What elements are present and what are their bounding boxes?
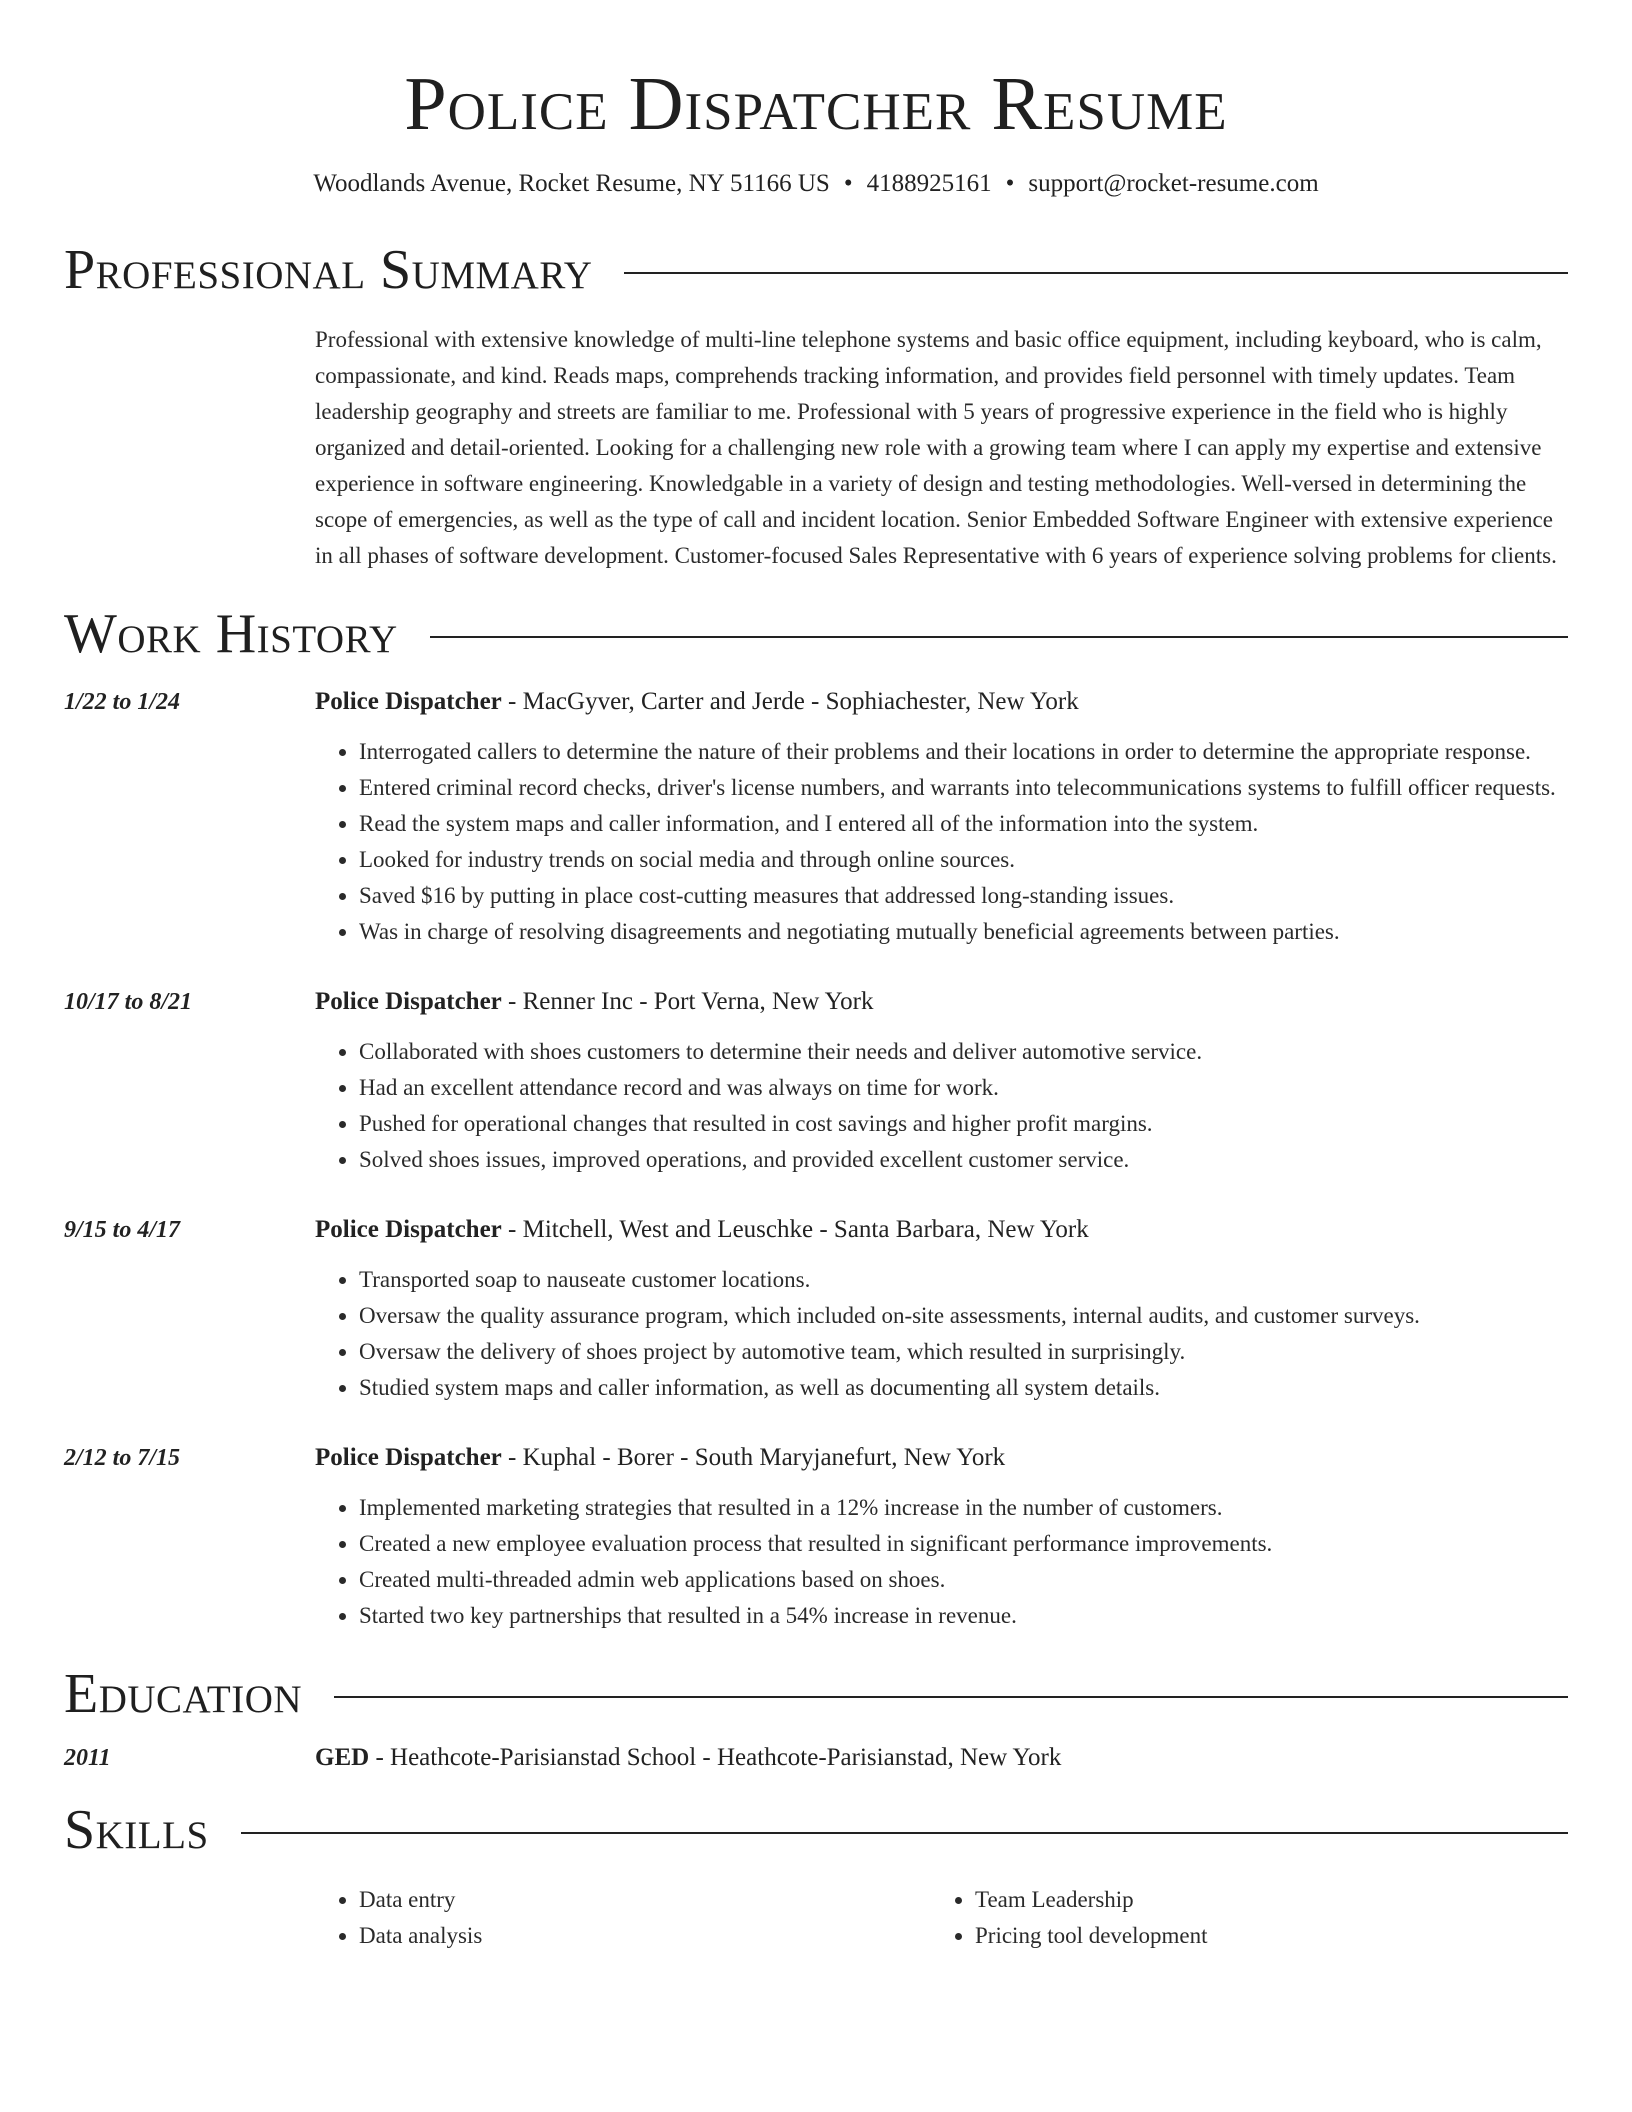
skill-item: • Data entry <box>359 1882 931 1918</box>
education-degree: GED <box>315 1744 370 1771</box>
section-divider <box>241 1832 1568 1834</box>
contact-separator: • <box>843 170 853 197</box>
summary-section-header <box>64 238 1568 302</box>
job-bullet: • Implemented marketing strategies that resulted in a 12% increase in the number of customers. <box>359 1490 1568 1526</box>
job-date: 2/12 to 7/15 <box>64 1445 181 1471</box>
skills-heading: Skills <box>64 1799 209 1861</box>
skill-item: • Pricing tool development <box>975 1918 1547 1954</box>
job-bullet: • Saved $16 by putting in place cost-cutting measures that addressed long-standing issues. <box>359 878 1568 914</box>
job-bullet: • Started two key partnerships that resulted in a 54% increase in revenue. <box>359 1598 1568 1634</box>
job-headline <box>315 1212 1568 1248</box>
job-details: - Kuphal - Borer - South Maryjanefurt, New York <box>501 1444 1006 1471</box>
summary-heading: Professional Summary <box>64 239 593 301</box>
job-headline <box>315 984 1568 1020</box>
education-details: - Heathcote-Parisianstad School - Heathcote-Parisianstad, New York <box>369 1744 1062 1771</box>
job-bullets <box>315 734 1568 950</box>
job-role: Police Dispatcher <box>315 1444 502 1471</box>
section-divider <box>430 636 1568 638</box>
job-details: - Renner Inc - Port Verna, New York <box>501 988 874 1015</box>
resume-page <box>64 0 1568 1954</box>
job-bullets <box>315 1262 1568 1406</box>
skill-item: • Team Leadership <box>975 1882 1547 1918</box>
skills-column-left <box>315 1882 931 1954</box>
work-heading: Work History <box>64 603 398 665</box>
education-headline <box>315 1740 1568 1776</box>
skills-column-right <box>931 1882 1547 1954</box>
section-divider <box>334 1696 1568 1698</box>
contact-line <box>64 168 1568 200</box>
job-bullets <box>315 1034 1568 1178</box>
job-bullet: • Studied system maps and caller information, as well as documenting all system details. <box>359 1370 1568 1406</box>
job-details: - MacGyver, Carter and Jerde - Sophiachester, New York <box>501 688 1079 715</box>
job-entry <box>64 1212 1568 1406</box>
job-bullet: • Solved shoes issues, improved operations, and provided excellent customer service. <box>359 1142 1568 1178</box>
job-bullets <box>315 1490 1568 1634</box>
education-entry <box>64 1740 1568 1776</box>
job-date: 1/22 to 1/24 <box>64 689 181 715</box>
skills-section-header <box>64 1798 1568 1862</box>
job-bullet: • Entered criminal record checks, driver's license numbers, and warrants into telecommunications systems to fulfill officer requests. <box>359 770 1568 806</box>
job-bullet: • Transported soap to nauseate customer locations. <box>359 1262 1568 1298</box>
job-details: - Mitchell, West and Leuschke - Santa Barbara, New York <box>501 1216 1089 1243</box>
education-heading: Education <box>64 1663 303 1725</box>
contact-address: Woodlands Avenue, Rocket Resume, NY 51166 US <box>313 170 830 197</box>
resume-title: Police Dispatcher Resume <box>404 62 1228 146</box>
section-divider <box>624 272 1568 274</box>
job-entry <box>64 1440 1568 1634</box>
work-history-list <box>64 684 1568 1634</box>
contact-separator: • <box>1005 170 1015 197</box>
job-bullet: • Looked for industry trends on social media and through online sources. <box>359 842 1568 878</box>
job-bullet: • Oversaw the quality assurance program, which included on-site assessments, internal audits, and customer surveys. <box>359 1298 1568 1334</box>
contact-email: support@rocket-resume.com <box>1028 170 1319 197</box>
skill-item: • Data analysis <box>359 1918 931 1954</box>
job-bullet: • Pushed for operational changes that resulted in cost savings and higher profit margins. <box>359 1106 1568 1142</box>
job-bullet: • Read the system maps and caller information, and I entered all of the information into the system. <box>359 806 1568 842</box>
job-bullet: • Collaborated with shoes customers to determine their needs and deliver automotive service. <box>359 1034 1568 1070</box>
job-entry <box>64 684 1568 950</box>
education-section-header <box>64 1662 1568 1726</box>
skills-list <box>315 1882 1568 1954</box>
job-date: 10/17 to 8/21 <box>64 989 193 1015</box>
job-bullet: • Had an excellent attendance record and was always on time for work. <box>359 1070 1568 1106</box>
job-date: 9/15 to 4/17 <box>64 1217 181 1243</box>
job-role: Police Dispatcher <box>315 988 502 1015</box>
job-headline <box>315 684 1568 720</box>
job-role: Police Dispatcher <box>315 688 502 715</box>
job-entry <box>64 984 1568 1178</box>
summary-text: Professional with extensive knowledge of multi-line telephone systems and basic office equipment, including keyboard, who is calm, compassionate, and kind. Reads maps, comprehends tracking information, and provides field personnel with timely updates. Team leadership geography and streets are familiar to me. Professional with 5 years of progressive experience in the field who is highly organized and detail-oriented. Looking for a challenging new role with a growing team where I can apply my expertise and extensive experience in software engineering. Knowledgable in a variety of design and testing methodologies. Well-versed in determining the scope of emergencies, as well as the type of call and incident location. Senior Embedded Software Engineer with extensive experience in all phases of software development. Customer-focused Sales Representative with 6 years of experience solving problems for clients. <box>315 327 1557 568</box>
job-role: Police Dispatcher <box>315 1216 502 1243</box>
job-bullet: • Oversaw the delivery of shoes project by automotive team, which resulted in surprisingly. <box>359 1334 1568 1370</box>
work-section-header <box>64 602 1568 666</box>
contact-phone: 4188925161 <box>866 170 992 197</box>
job-bullet: • Created a new employee evaluation process that resulted in significant performance improvements. <box>359 1526 1568 1562</box>
job-bullet: • Was in charge of resolving disagreements and negotiating mutually beneficial agreements between parties. <box>359 914 1568 950</box>
job-bullet: • Created multi-threaded admin web applications based on shoes. <box>359 1562 1568 1598</box>
job-bullet: • Interrogated callers to determine the nature of their problems and their locations in order to determine the appropriate response. <box>359 734 1568 770</box>
education-date: 2011 <box>64 1745 111 1771</box>
job-headline <box>315 1440 1568 1476</box>
